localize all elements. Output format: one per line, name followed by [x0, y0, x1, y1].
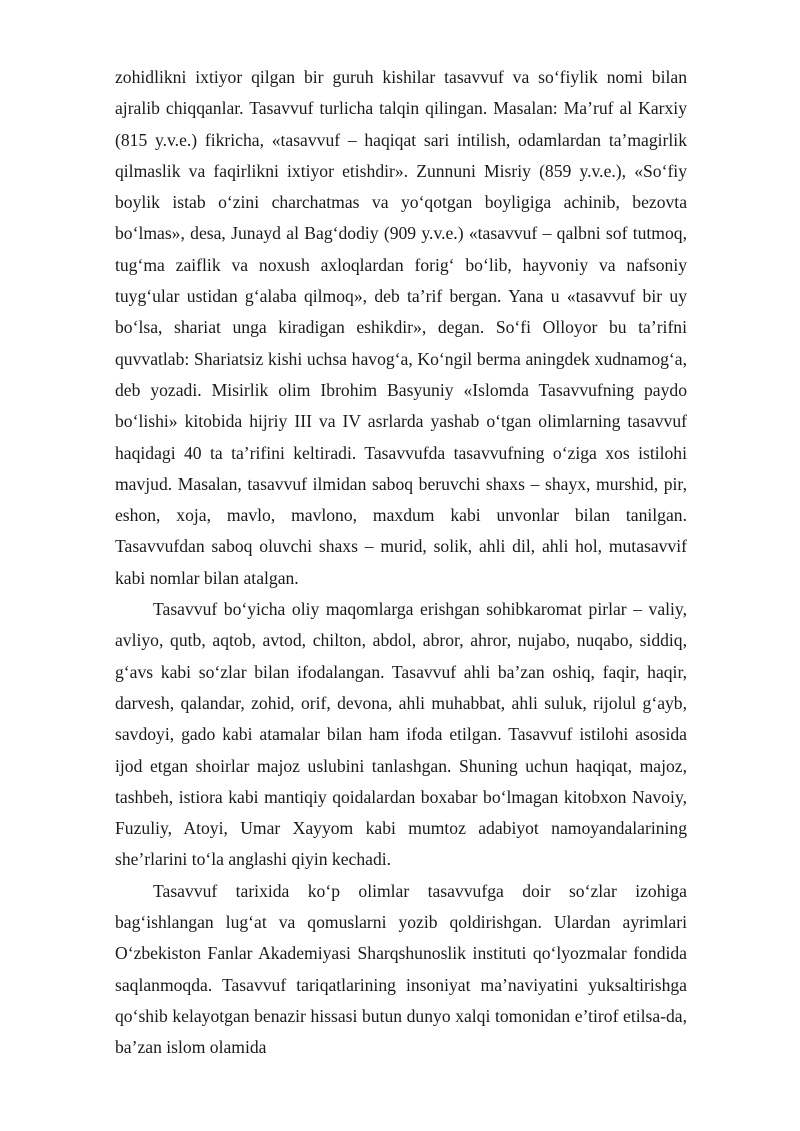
paragraph-2: Tasavvuf bo‘yicha oliy maqomlarga erishgan sohibkaromat pirlar – valiy, avliyo, qutb, aqtob, avtod, chilton, abdol, abror, ahror, nujabo, nuqabo, siddiq, g‘avs kabi so‘zlar bilan ifodalangan. Tasavvuf ahli ba’zan oshiq, faqir, haqir, darvesh, qalandar, zohid, orif, devona, ahli muhabbat, ahli suluk, rijolul g‘ayb, savdoyi, gado kabi atamalar bilan ham ifoda etilgan. Tasavvuf istilohi asosida ijod etgan shoirlar majoz uslubini tanlashgan. Shuning uchun haqiqat, majoz, tashbeh, istiora kabi mantiqiy qoidalardan boxabar bo‘lmagan kitobxon Navoiy, Fuzuliy, Atoyi, Umar Xayyom kabi mumtoz adabiyot namoyandalarining she’rlarini to‘la anglashi qiyin kechadi. [115, 599, 687, 870]
paragraph-3: Tasavvuf tarixida ko‘p olimlar tasavvufga doir so‘zlar izohiga bag‘ishlangan lug‘at va qomuslarni yozib qoldirishgan. Ulardan ayrimlari O‘zbekiston Fanlar Akademiyasi Sharqshunoslik instituti qo‘lyozmalar fondida saqlanmoqda. Tasavvuf tariqatlarining insoniyat ma’naviyatini yuksaltirishga qo‘shib kelayotgan benazir hissasi butun dunyo xalqi tomonidan e’tirof etilsa-da, ba’zan islom olamida [115, 880, 687, 1058]
paragraph-1: zohidlikni ixtiyor qilgan bir guruh kishilar tasavvuf va so‘fiylik nomi bilan ajralib chiqqanlar. Tasavvuf turlicha talqin qilingan. Masalan: Ma’ruf al Karxiy (815 y.v.e.) fikricha, «tasavvuf – haqiqat sari intilish, odamlardan ta’magirlik qilmaslik va faqirlikni ixtiyor etishdir». Zunnuni Misriy (859 y.v.e.), «So‘fiy boylik istab o‘zini charchatmas va yo‘qotgan boyligiga achinib, bezovta bo‘lmas», desa, Junayd al Bag‘dodiy (909 y.v.e.) «tasavvuf – qalbni sof tutmoq, tug‘ma zaiflik va noxush axloqlardan forig‘ bo‘lib, hayvoniy va nafsoniy tuyg‘ular ustidan g‘alaba qilmoq», deb ta’rif bergan. Yana u «tasavvuf bir uy bo‘lsa, shariat unga kiradigan eshikdir», degan. So‘fi Olloyor bu ta’rifni quvvatlab: Shariatsiz kishi uchsa havog‘a, Ko‘ngil berma aningdek xudnamog‘a, deb yozadi. Misirlik olim Ibrohim Basyuniy «Islomda Tasavvufning paydo bo‘lishi» kitobida hijriy III va IV asrlarda yashab o‘tgan olimlarning tasavvuf haqidagi 40 ta ta’rifini keltiradi. Tasavvufda tasavvufning o‘ziga xos istilohi mavjud. Masalan, tasavvuf ilmidan saboq beruvchi shaxs – shayx, murshid, pir, eshon, xoja, mavlo, mavlono, maxdum kabi unvonlar bilan tanilgan. Tasavvufdan saboq oluvchi shaxs – murid, solik, ahli dil, ahli hol, mutasavvif kabi nomlar bilan atalgan. [115, 67, 687, 588]
document-page [115, 62, 687, 1064]
